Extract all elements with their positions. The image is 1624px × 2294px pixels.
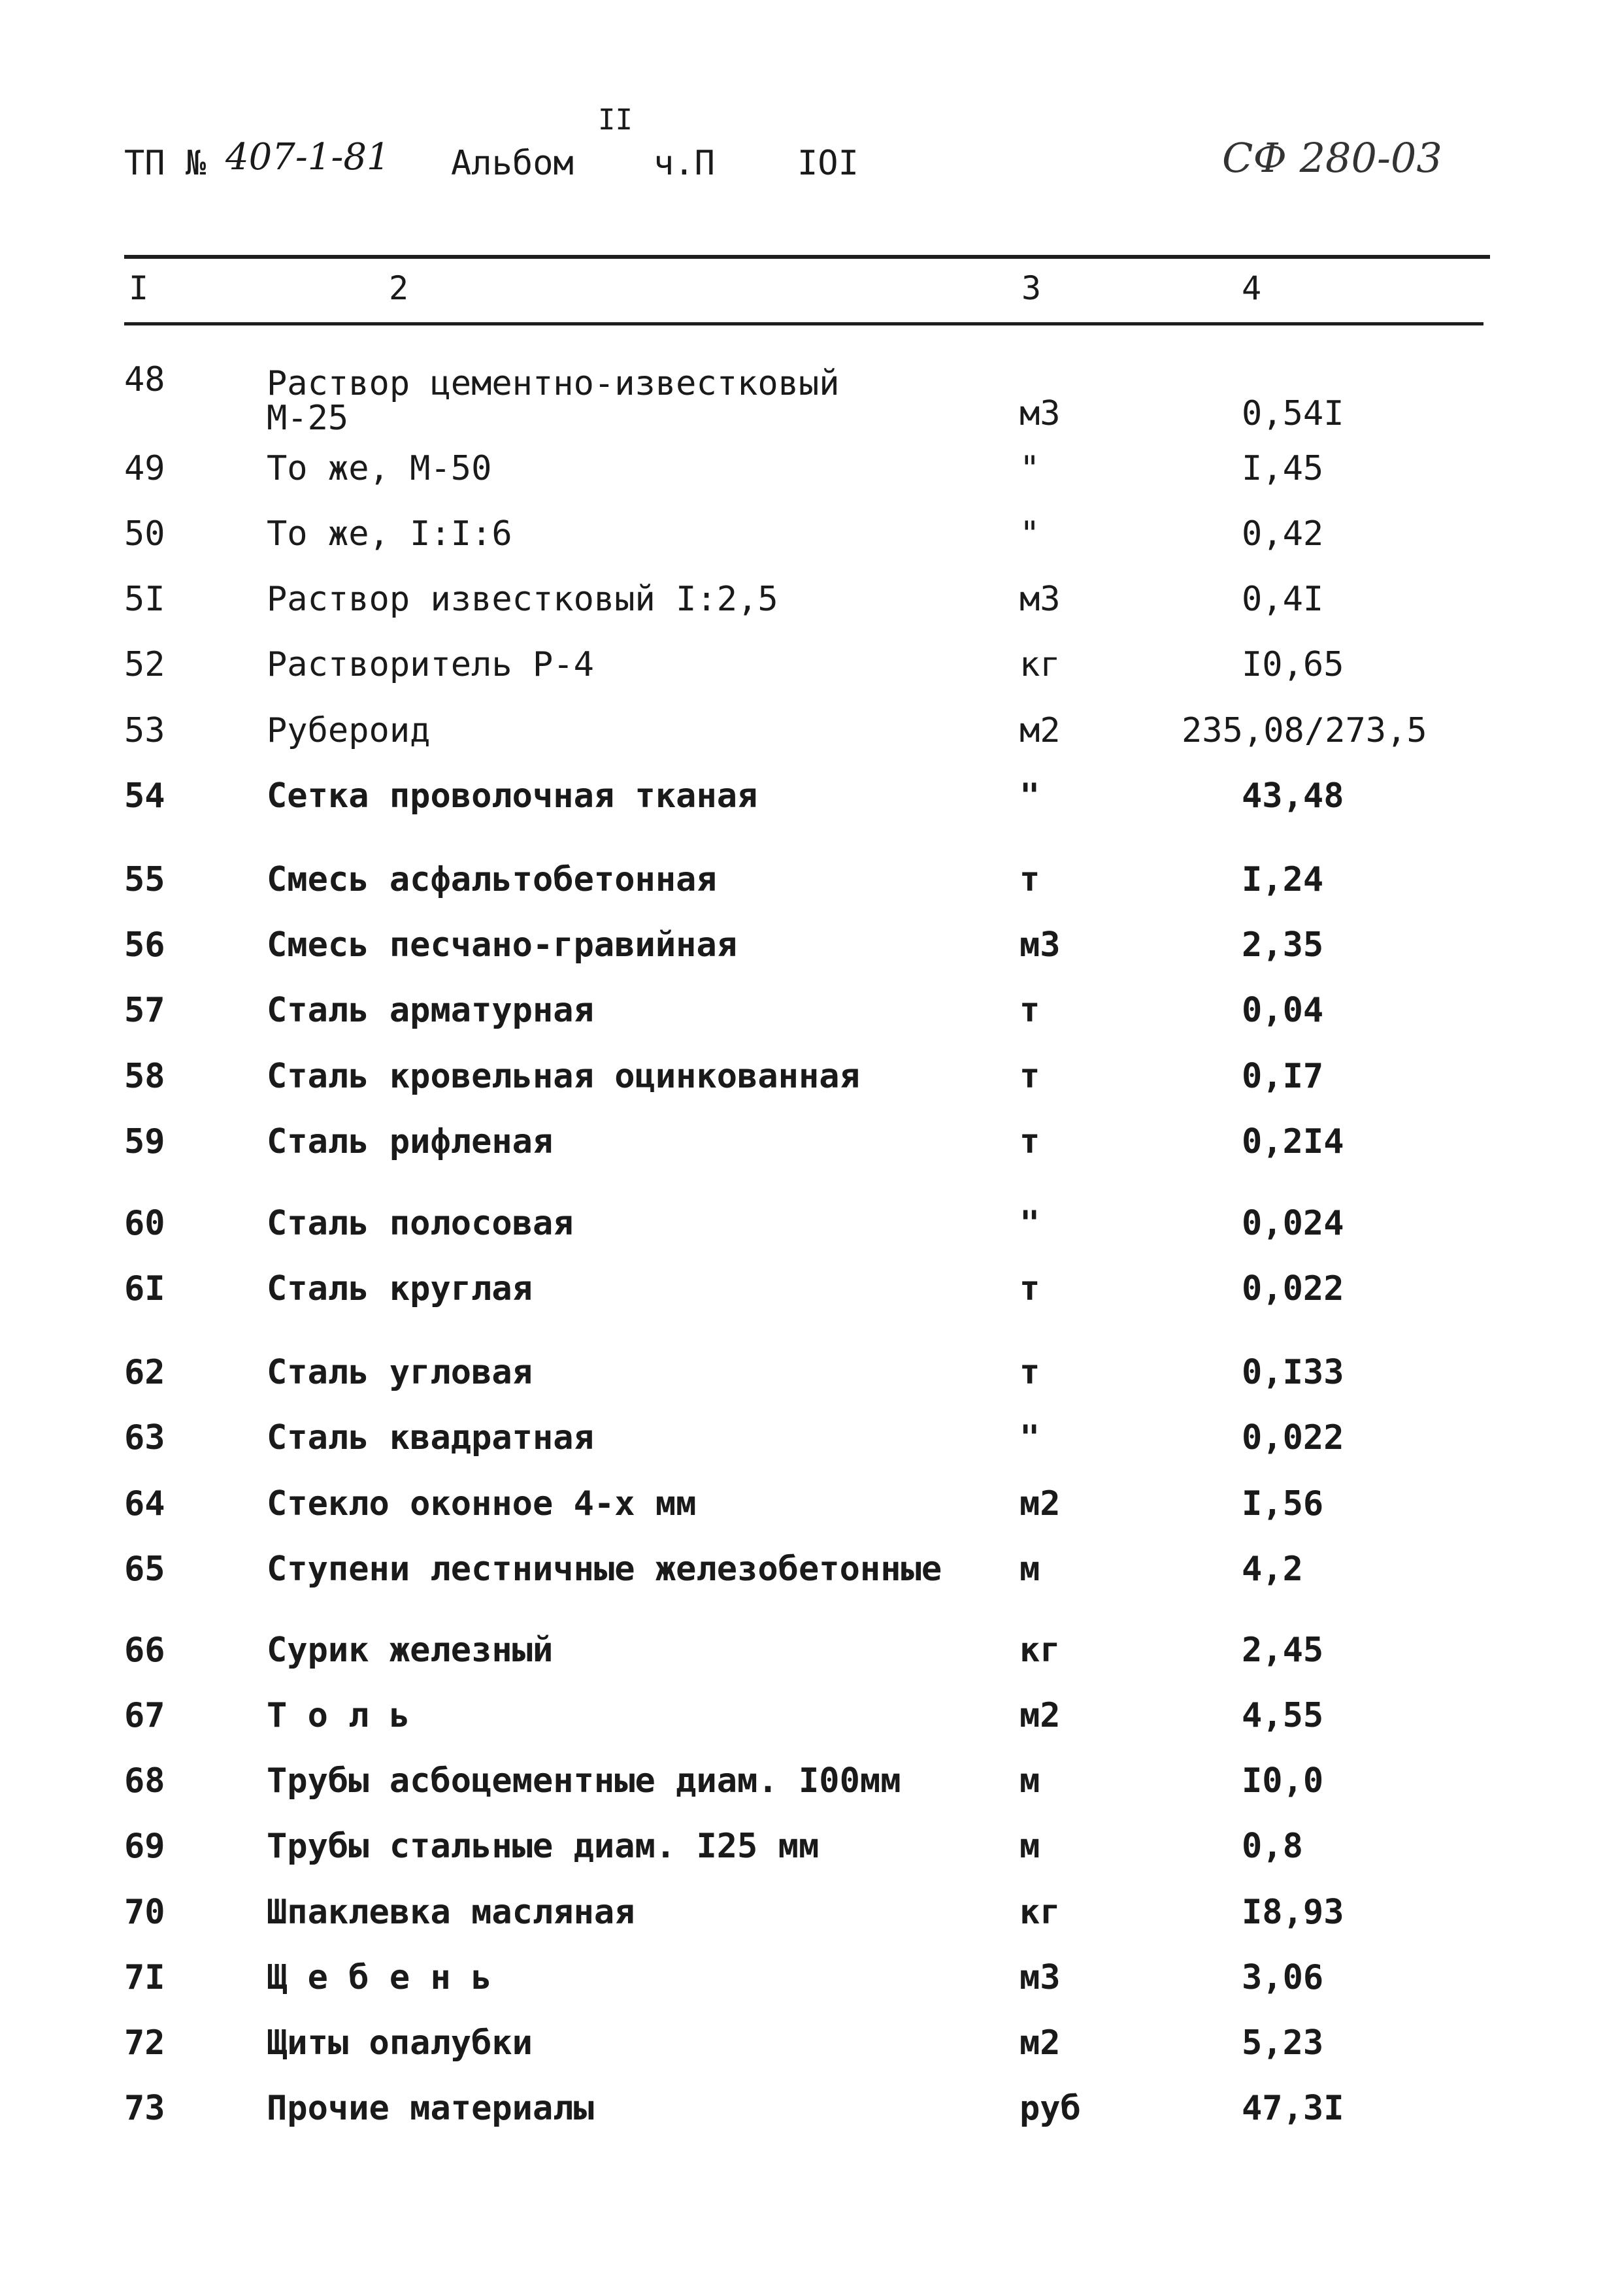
row-number: 56	[124, 925, 165, 965]
table-row	[0, 1604, 1624, 1670]
quantity: 2,35	[1242, 925, 1324, 965]
unit: кг	[1019, 645, 1061, 684]
row-number: 63	[124, 1418, 165, 1457]
table-row	[0, 1670, 1624, 1735]
material-name: Сталь квадратная	[267, 1418, 594, 1457]
album-volume: II	[598, 103, 633, 137]
quantity: 0,54I	[1242, 394, 1344, 433]
table-row	[0, 1997, 1624, 2063]
table-row	[0, 965, 1624, 1030]
quantity: 4,2	[1242, 1550, 1303, 1589]
row-number: 73	[124, 2089, 165, 2128]
table-row	[0, 1735, 1624, 1801]
material-name: Сталь угловая	[267, 1353, 533, 1392]
row-number: 52	[124, 645, 165, 684]
material-name: Сетка проволочная тканая	[267, 776, 758, 816]
quantity: 0,I7	[1242, 1057, 1324, 1096]
material-name: Прочие материалы	[267, 2089, 594, 2128]
unit: "	[1019, 1204, 1040, 1243]
material-name: Сталь кровельная оцинкованная	[267, 1057, 860, 1096]
table-row	[0, 685, 1624, 750]
unit: м2	[1019, 711, 1061, 750]
material-name: Рубероид	[267, 711, 431, 750]
quantity: 0,8	[1242, 1827, 1303, 1866]
page-number: IOI	[797, 144, 859, 183]
quantity: 0,022	[1242, 1418, 1344, 1457]
table-row	[0, 554, 1624, 619]
unit: руб	[1019, 2089, 1081, 2128]
material-name-line1: Раствор цементно-известковый	[267, 364, 840, 403]
row-number: 68	[124, 1761, 165, 1801]
row-number: 54	[124, 776, 165, 816]
unit: м	[1019, 1827, 1040, 1866]
table-row	[0, 1801, 1624, 1866]
row-number: 69	[124, 1827, 165, 1866]
unit: "	[1019, 449, 1040, 488]
quantity: 2,45	[1242, 1631, 1324, 1670]
material-name: Сурик железный	[267, 1631, 554, 1670]
table-row	[0, 488, 1624, 554]
table-row	[0, 423, 1624, 488]
column-header-3: 3	[1021, 269, 1042, 307]
table-row	[0, 1523, 1624, 1589]
table-row	[0, 1867, 1624, 1932]
unit: т	[1019, 1353, 1040, 1392]
quantity: 47,3I	[1242, 2089, 1344, 2128]
material-name: Щиты опалубки	[267, 2023, 533, 2063]
unit: м3	[1019, 394, 1061, 433]
table-row	[0, 1932, 1624, 1997]
quantity: 0,4I	[1242, 580, 1324, 619]
material-name: Смесь асфальтобетонная	[267, 860, 717, 899]
tp-label: ТП №	[124, 144, 207, 183]
material-name-line2: М-25	[267, 399, 349, 438]
row-number: 60	[124, 1204, 165, 1243]
unit: м3	[1019, 1958, 1061, 1997]
quantity: 0,04	[1242, 991, 1324, 1030]
table-row	[0, 1327, 1624, 1392]
material-name: Смесь песчано-гравийная	[267, 925, 738, 965]
unit: т	[1019, 860, 1040, 899]
quantity: 0,42	[1242, 514, 1324, 554]
row-number: 55	[124, 860, 165, 899]
row-number: 72	[124, 2023, 165, 2063]
quantity: 0,024	[1242, 1204, 1344, 1243]
quantity: 4,55	[1242, 1696, 1324, 1735]
album-label: Альбом	[451, 144, 574, 183]
table-row	[0, 834, 1624, 899]
row-number: 66	[124, 1631, 165, 1670]
material-name: Сталь арматурная	[267, 991, 594, 1030]
unit: "	[1019, 1418, 1040, 1457]
unit: "	[1019, 514, 1040, 554]
unit: м2	[1019, 1696, 1061, 1735]
unit: м3	[1019, 580, 1061, 619]
material-name: То же, I:I:6	[267, 514, 512, 554]
quantity: 0,022	[1242, 1269, 1344, 1308]
row-number: 6I	[124, 1269, 165, 1308]
unit: м	[1019, 1761, 1040, 1801]
quantity: 5,23	[1242, 2023, 1324, 2063]
document-code: СФ 280-03	[1222, 134, 1442, 182]
unit: м2	[1019, 1484, 1061, 1523]
material-name: То же, М-50	[267, 449, 492, 488]
table-row	[0, 2063, 1624, 2128]
row-number: 48	[124, 360, 165, 399]
unit: т	[1019, 1057, 1040, 1096]
table-row	[0, 1458, 1624, 1523]
column-header-2: 2	[389, 269, 409, 307]
row-number: 7I	[124, 1958, 165, 1997]
column-header-1: I	[129, 269, 149, 307]
table-header-rule	[124, 322, 1483, 325]
material-name: Т о л ь	[267, 1696, 410, 1735]
row-number: 58	[124, 1057, 165, 1096]
quantity: 235,08/273,5	[1182, 711, 1427, 750]
table-row	[0, 1392, 1624, 1457]
unit: "	[1019, 776, 1040, 816]
unit: кг	[1019, 1893, 1061, 1932]
table-row	[0, 1243, 1624, 1308]
row-number: 49	[124, 449, 165, 488]
part-label: ч.П	[654, 144, 715, 183]
row-number: 62	[124, 1353, 165, 1392]
quantity: I0,65	[1242, 645, 1344, 684]
quantity: I0,0	[1242, 1761, 1324, 1801]
quantity: I,56	[1242, 1484, 1324, 1523]
quantity: I,45	[1242, 449, 1324, 488]
quantity: 3,06	[1242, 1958, 1324, 1997]
unit: т	[1019, 1122, 1040, 1161]
table-row	[0, 619, 1624, 684]
table-row	[0, 750, 1624, 816]
table-row	[0, 1096, 1624, 1161]
unit: м	[1019, 1550, 1040, 1589]
row-number: 57	[124, 991, 165, 1030]
unit: т	[1019, 991, 1040, 1030]
unit: кг	[1019, 1631, 1061, 1670]
row-number: 64	[124, 1484, 165, 1523]
quantity: 0,I33	[1242, 1353, 1344, 1392]
row-number: 65	[124, 1550, 165, 1589]
unit: м3	[1019, 925, 1061, 965]
quantity: 43,48	[1242, 776, 1344, 816]
material-name: Щ е б е н ь	[267, 1958, 492, 1997]
material-name: Ступени лестничные железобетонные	[267, 1550, 942, 1589]
material-name: Раствор известковый I:2,5	[267, 580, 778, 619]
unit: т	[1019, 1269, 1040, 1308]
unit: м2	[1019, 2023, 1061, 2063]
row-number: 67	[124, 1696, 165, 1735]
column-header-4: 4	[1242, 269, 1262, 307]
table-row	[0, 899, 1624, 965]
material-name: Сталь круглая	[267, 1269, 533, 1308]
material-name: Растворитель Р-4	[267, 645, 594, 684]
material-name: Трубы стальные диам. I25 мм	[267, 1827, 820, 1866]
table-row	[0, 1178, 1624, 1243]
material-name: Стекло оконное 4-х мм	[267, 1484, 697, 1523]
table-top-rule	[124, 255, 1490, 259]
row-number: 59	[124, 1122, 165, 1161]
row-number: 53	[124, 711, 165, 750]
material-name: Сталь рифленая	[267, 1122, 554, 1161]
row-number: 70	[124, 1893, 165, 1932]
material-name: Сталь полосовая	[267, 1204, 574, 1243]
table-row	[0, 1031, 1624, 1096]
quantity: 0,2I4	[1242, 1122, 1344, 1161]
material-name: Трубы асбоцементные диам. I00мм	[267, 1761, 901, 1801]
document-number: 407-1-81	[225, 136, 390, 178]
quantity: I,24	[1242, 860, 1324, 899]
material-name: Шпаклевка масляная	[267, 1893, 635, 1932]
row-number: 5I	[124, 580, 165, 619]
row-number: 50	[124, 514, 165, 554]
quantity: I8,93	[1242, 1893, 1344, 1932]
